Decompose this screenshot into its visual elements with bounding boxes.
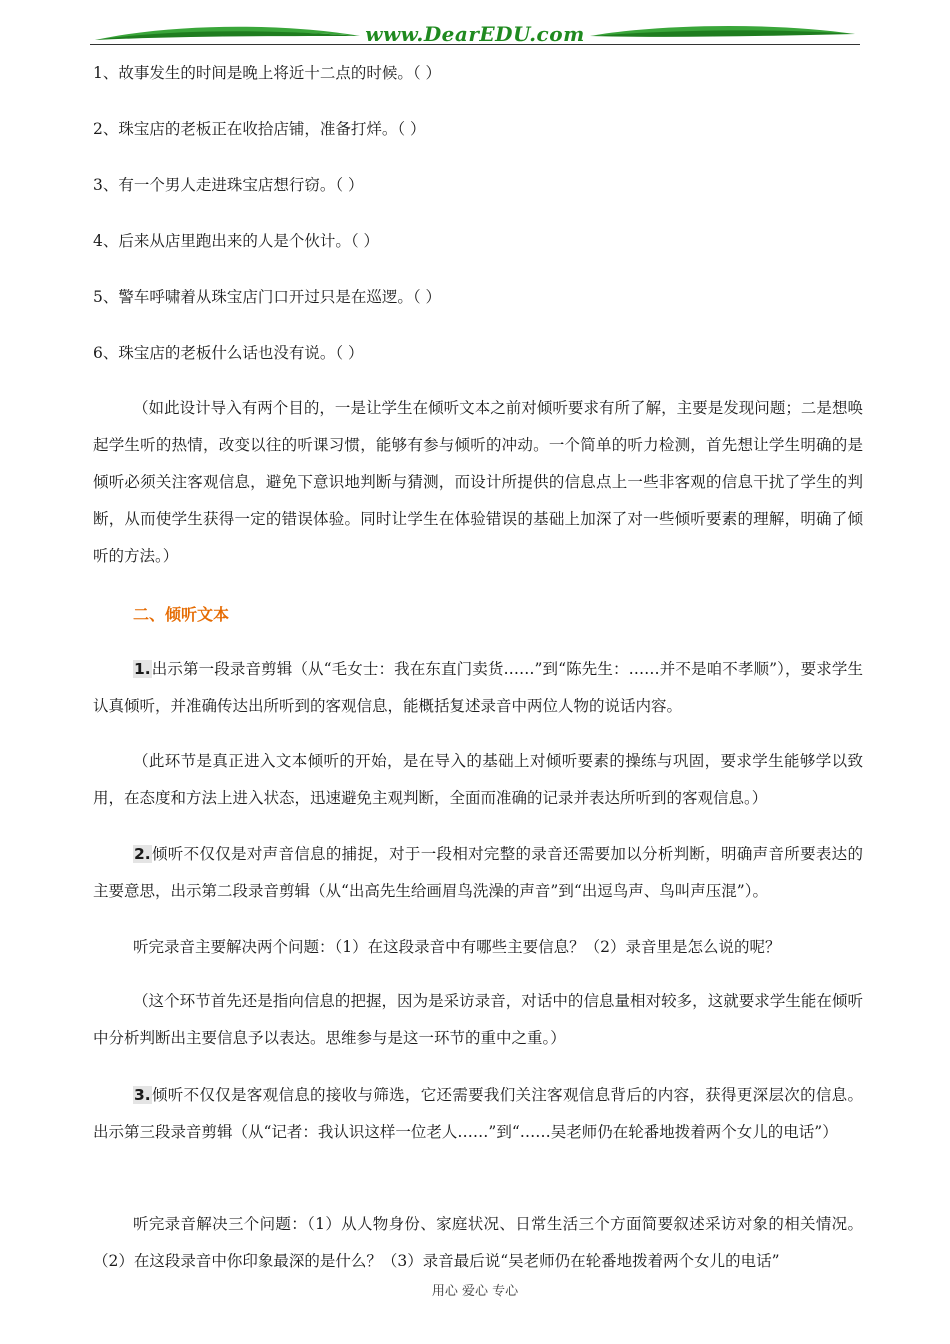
step-2-paragraph: [93, 836, 863, 910]
step-1-text: 出示第一段录音剪辑（从“毛女士：我在东直门卖货……”到“陈先生：……并不是咱不孝顺”），要求学生认真倾听，并准确传达出所听到的客观信息，能概括复述录音中两位人物的说话内容。: [93, 660, 863, 715]
page-footer: 用心 爱心 专心: [431, 1284, 519, 1299]
step-3-number: 3.: [134, 1086, 151, 1104]
step-1-number: 1.: [134, 660, 151, 678]
question-item-2: 2、珠宝店的老板正在收拾店铺，准备打烊。（ ）: [93, 120, 426, 138]
design-note-3: （这个环节首先还是指向信息的把握，因为是采访录音，对话中的信息量相对较多，这就要求学生能在倾听中分析判断出主要信息予以表达。思维参与是这一环节的重中之重。）: [93, 992, 863, 1047]
step-3-questions: 听完录音解决三个问题：（1）从人物身份、家庭状况、日常生活三个方面简要叙述采访对象的相关情况。（2）在这段录音中你印象最深的是什么？（3）录音最后说“吴老师仍在轮番地拨着两个女儿的电话”: [93, 1215, 863, 1270]
site-logo: www.DearEDU.com: [365, 22, 585, 46]
question-item-6: 6、珠宝店的老板什么话也没有说。（ ）: [93, 344, 364, 362]
header-divider: [90, 44, 860, 45]
step-2-number: 2.: [134, 845, 151, 863]
design-note-1: （如此设计导入有两个目的，一是让学生在倾听文本之前对倾听要求有所了解，主要是发现问题；二是想唤起学生听的热情，改变以往的听课习惯，能够有参与倾听的冲动。一个简单的听力检测，首先想让学生明确的是倾听必须关注客观信息，避免下意识地判断与猜测，而设计所提供的信息点上一些非客观的信息干扰了学生的判断，从而使学生获得一定的错误体验。同时让学生在体验错误的基础上加深了对一些倾听要素的理解，明确了倾听的方法。）: [93, 399, 863, 565]
question-item-3: 3、有一个男人走进珠宝店想行窃。（ ）: [93, 176, 364, 194]
step-3-paragraph: [93, 1077, 863, 1151]
step-2-text: 倾听不仅仅是对声音信息的捕捉，对于一段相对完整的录音还需要加以分析判断，明确声音所要表达的主要意思，出示第二段录音剪辑（从“出高先生给画眉鸟洗澡的声音”到“出逗鸟声、鸟叫声压混”）。: [93, 845, 863, 900]
design-note-2: （此环节是真正进入文本倾听的开始，是在导入的基础上对倾听要素的操练与巩固，要求学生能够学以致用，在态度和方法上进入状态，迅速避免主观判断，全面而准确的记录并表达所听到的客观信息。）: [93, 752, 863, 807]
step-2-questions: 听完录音主要解决两个问题：（1）在这段录音中有哪些主要信息？（2）录音里是怎么说的呢？: [133, 938, 781, 956]
question-item-1: 1、故事发生的时间是晚上将近十二点的时候。（ ）: [93, 64, 442, 82]
step-3-text: 倾听不仅仅是客观信息的接收与筛选，它还需要我们关注客观信息背后的内容，获得更深层次的信息。出示第三段录音剪辑（从“记者：我认识这样一位老人……”到“……吴老师仍在轮番地拨着两个女儿的电话”）: [93, 1086, 863, 1141]
section-heading: 二、倾听文本: [133, 605, 230, 624]
question-item-4: 4、后来从店里跑出来的人是个伙计。（ ）: [93, 232, 380, 250]
step-1-paragraph: [93, 651, 863, 725]
question-item-5: 5、警车呼啸着从珠宝店门口开过只是在巡逻。（ ）: [93, 288, 442, 306]
